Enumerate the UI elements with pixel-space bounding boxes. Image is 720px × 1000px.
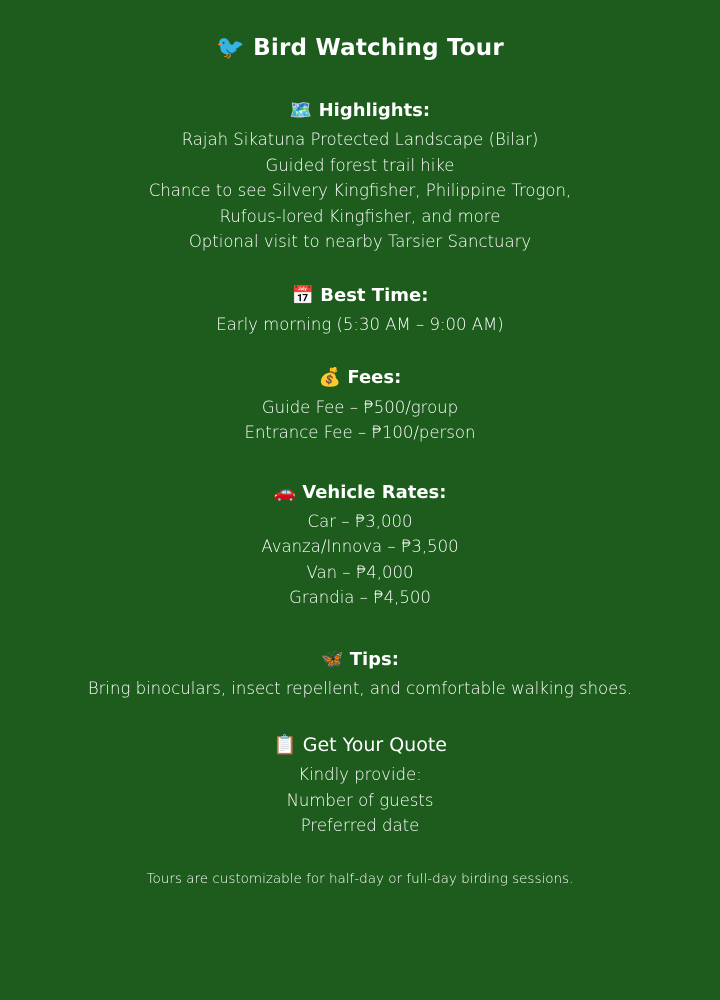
butterfly-icon: 🦋: [321, 649, 344, 671]
section-fees-heading-text: Fees:: [347, 367, 402, 389]
section-highlights: [40, 98, 680, 255]
vehicle-rate-line: Car – ₱3,000: [307, 511, 413, 531]
map-icon: 🗺️: [289, 99, 313, 121]
section-best-time-heading-text: Best Time:: [320, 284, 429, 306]
section-best-time-heading: [40, 283, 680, 309]
section-vehicle-rates: [40, 480, 680, 611]
fees-line: Entrance Fee – ₱100/person: [244, 423, 476, 443]
highlights-line: Optional visit to nearby Tarsier Sanctuary: [188, 232, 532, 252]
section-fees-heading: [40, 365, 680, 391]
section-highlights-heading: [40, 98, 680, 124]
section-highlights-heading-text: Highlights:: [318, 99, 431, 121]
car-icon: 🚗: [273, 481, 296, 503]
page-title: [40, 34, 680, 64]
vehicle-rate-line: Grandia – ₱4,500: [289, 588, 431, 608]
section-tips-heading-text: Tips:: [349, 649, 399, 671]
vehicle-rate-line: Avanza/Innova – ₱3,500: [261, 537, 459, 557]
section-get-your-quote: [40, 732, 680, 839]
page-title-text: Bird Watching Tour: [253, 35, 504, 61]
calendar-icon: 📅: [291, 284, 314, 306]
section-get-your-quote-heading-text: Get Your Quote: [302, 733, 447, 756]
section-get-your-quote-heading: [40, 732, 680, 760]
section-best-time: [40, 283, 680, 338]
bird-icon: 🐦: [216, 35, 245, 61]
best-time-line: Early morning (5:30 AM – 9:00 AM): [216, 314, 504, 334]
footnote: Tours are customizable for half-day or full-day birding sessions.: [146, 870, 574, 887]
section-tips: [40, 647, 680, 702]
section-vehicle-rates-heading-text: Vehicle Rates:: [302, 481, 447, 503]
section-vehicle-rates-heading: [40, 480, 680, 506]
clipboard-icon: 📋: [273, 733, 297, 756]
quote-line: Kindly provide:: [298, 765, 422, 785]
section-fees: [40, 365, 680, 445]
highlights-line: Rajah Sikatuna Protected Landscape (Bilar): [181, 129, 539, 149]
money-bag-icon: 💰: [318, 367, 342, 389]
tips-line: Bring binoculars, insect repellent, and comfortable walking shoes.: [87, 679, 633, 699]
highlights-line: Rufous-lored Kingfisher, and more: [219, 206, 501, 226]
highlights-line: Chance to see Silvery Kingfisher, Philippine Trogon,: [148, 181, 572, 201]
highlights-line: Guided forest trail hike: [265, 155, 455, 175]
section-tips-heading: [40, 647, 680, 673]
quote-line: Number of guests: [286, 790, 434, 810]
quote-line: Preferred date: [300, 816, 420, 836]
fees-line: Guide Fee – ₱500/group: [261, 397, 459, 417]
vehicle-rate-line: Van – ₱4,000: [306, 562, 414, 582]
